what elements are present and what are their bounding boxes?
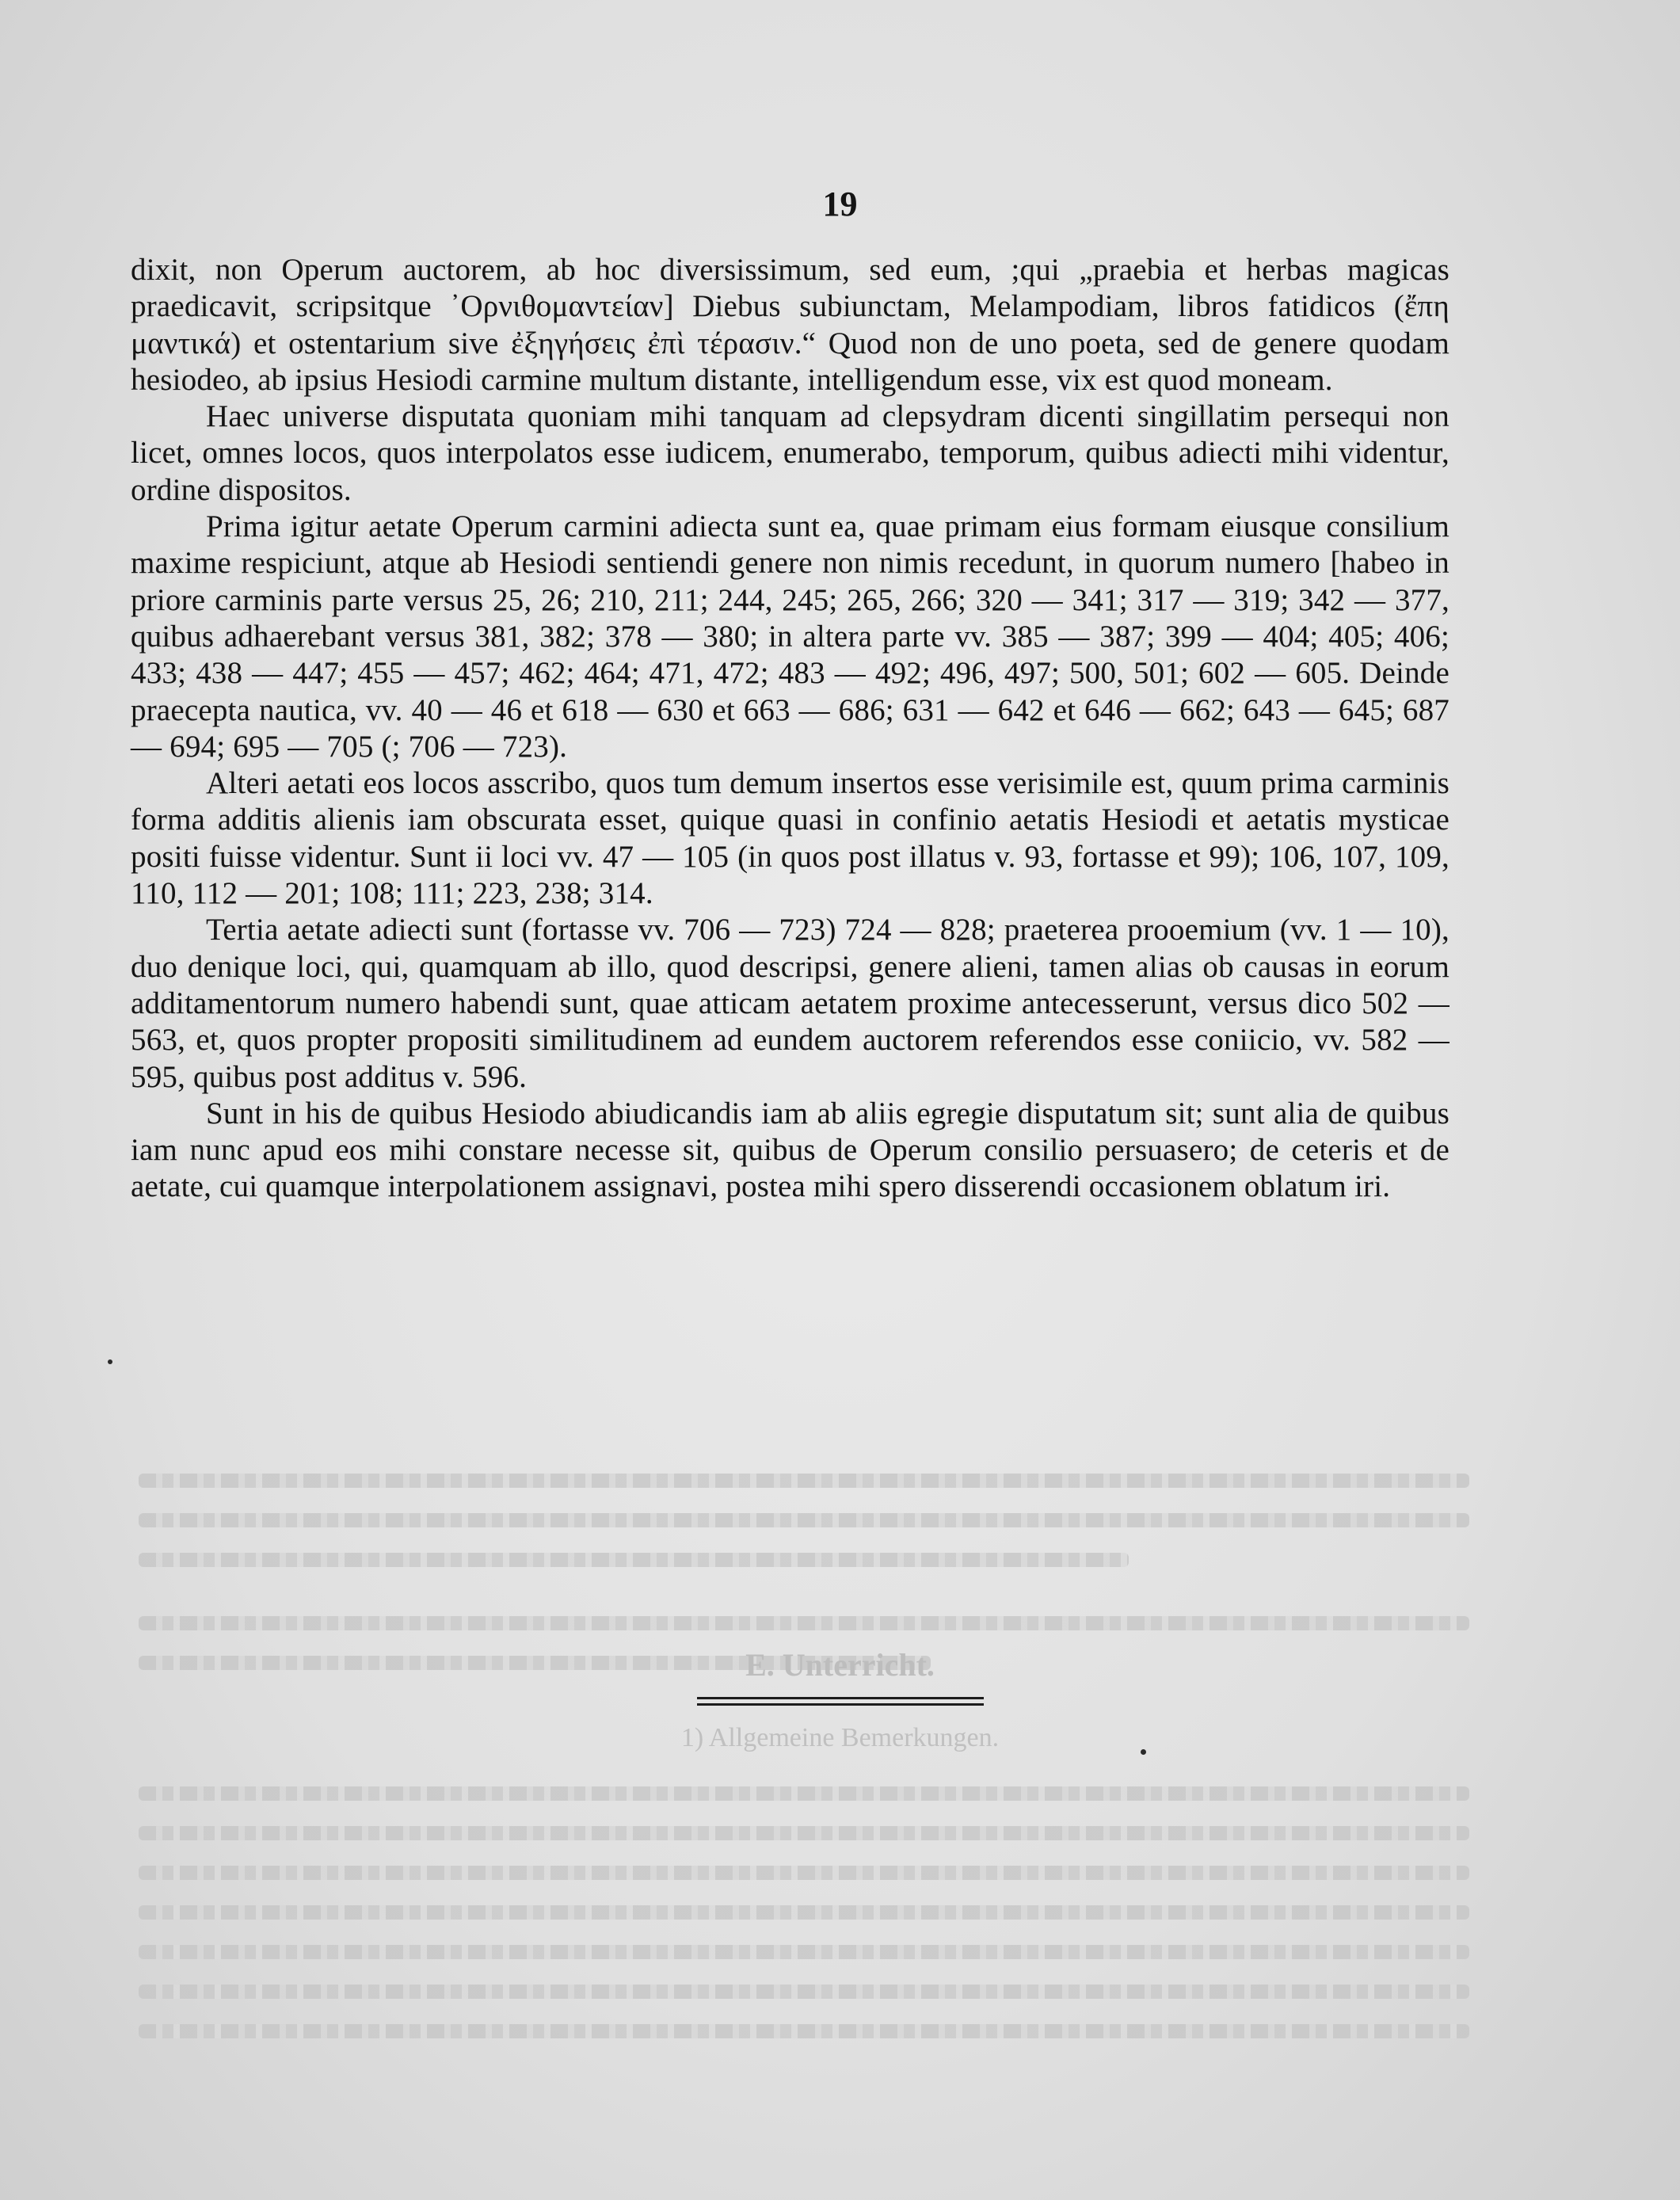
bleed-line bbox=[139, 1826, 1469, 1840]
bleed-line bbox=[139, 1513, 1469, 1527]
main-text bbox=[131, 252, 1450, 1206]
double-rule-top bbox=[697, 1697, 984, 1699]
bleed-line bbox=[139, 1945, 1469, 1959]
bleed-line bbox=[139, 1866, 1469, 1880]
bleed-line bbox=[139, 1985, 1469, 1999]
double-rule-bottom bbox=[697, 1703, 984, 1706]
bleed-line bbox=[139, 2024, 1469, 2038]
page-number: 19 bbox=[822, 185, 858, 223]
paragraph-5: Tertia aetate adiecti sunt (fortasse vv. 706 — 723) 724 — 828; praeterea prooemium (vv. 1 — 10), duo denique loci, qui, quamquam ab illo, quod descripsi, genere alieni, tamen alias ob causas in eorum additamentorum numero habendi sunt, quae atticam aetatem proxime antecesserunt, versus dico 502 — 563, et, quos propter propositi similitudinem ad eundem auctorem referendos esse coniicio, vv. 582 — 595, quibus post additus v. 596. bbox=[131, 913, 1450, 1094]
bleed-line bbox=[139, 1786, 1469, 1801]
bleed-line bbox=[139, 1616, 1469, 1630]
paragraph-4: Alteri aetati eos locos asscribo, quos tum demum insertos esse verisimile est, quum prima carminis forma additis alienis iam obscurata esset, quique quasi in confinio aetatis Hesiodi et aetatis mysticae positi fuisse videntur. Sunt ii loci vv. 47 — 105 (in quos post illatus v. 93, fortasse et 99); 106, 107, 109, 110, 112 — 201; 108; 111; 223, 238; 314. bbox=[131, 766, 1450, 911]
paragraph-6: Sunt in his de quibus Hesiodo abiudicandis iam ab aliis egregie disputatum sit; sunt alia de quibus iam nunc apud eos mihi constare necesse sit, quibus de Operum consilio persuasero; de ceteris et de aetate, cui quamque interpolationem assignavi, postea mihi spero disserendi occasionem oblatum iri. bbox=[131, 1096, 1450, 1204]
bleed-line bbox=[139, 1905, 1469, 1920]
paragraph-1: dixit, non Operum auctorem, ab hoc diversissimum, sed eum, ;qui „praebia et herbas magicas praedicavit, scripsitque ᾿Ορνιθομαντείαν] Diebus subiunctam, Melampodiam, libros fatidicos (ἔπη μαντικά) et ostentarium sive ἐξηγήσεις ἐπὶ τέρασιν.“ Quod non de uno poeta, sed de genere quodam hesiodeo, ab ipsius Hesiodi carmine multum distante, intelligendum esse, vix est quod moneam. bbox=[131, 253, 1450, 397]
bleed-section-title: E. Unterricht. bbox=[745, 1647, 935, 1683]
bleed-section-subtitle: 1) Allgemeine Bemerkungen. bbox=[680, 1723, 1000, 1752]
ink-speck bbox=[108, 1359, 112, 1364]
paragraph-3: Prima igitur aetate Operum carmini adiecta sunt ea, quae primam eius formam eiusque consilium maxime respiciunt, atque ab Hesiodi sentiendi genere non nimis recedunt, in quorum numero [habeo in priore carminis parte versus 25, 26; 210, 211; 244, 245; 265, 266; 320 — 341; 317 — 319; 342 — 377, quibus adhaerebant versus 381, 382; 378 — 380; in altera parte vv. 385 — 387; 399 — 404; 405; 406; 433; 438 — 447; 455 — 457; 462; 464; 471, 472; 483 — 492; 496, 497; 500, 501; 602 — 605. Deinde praecepta nautica, vv. 40 — 46 et 618 — 630 et 663 — 686; 631 — 642 et 646 — 662; 643 — 645; 687 — 694; 695 — 705 (; 706 — 723). bbox=[131, 509, 1450, 764]
bleed-line bbox=[139, 1474, 1469, 1488]
ink-speck bbox=[1141, 1749, 1146, 1755]
bleed-line bbox=[139, 1553, 1129, 1567]
paragraph-2: Haec universe disputata quoniam mihi tanquam ad clepsydram dicenti singillatim persequi non licet, omnes locos, quos interpolatos esse iudicem, enumerabo, temporum, quibus adiecti mihi videntur, ordine dispositos. bbox=[131, 399, 1450, 507]
